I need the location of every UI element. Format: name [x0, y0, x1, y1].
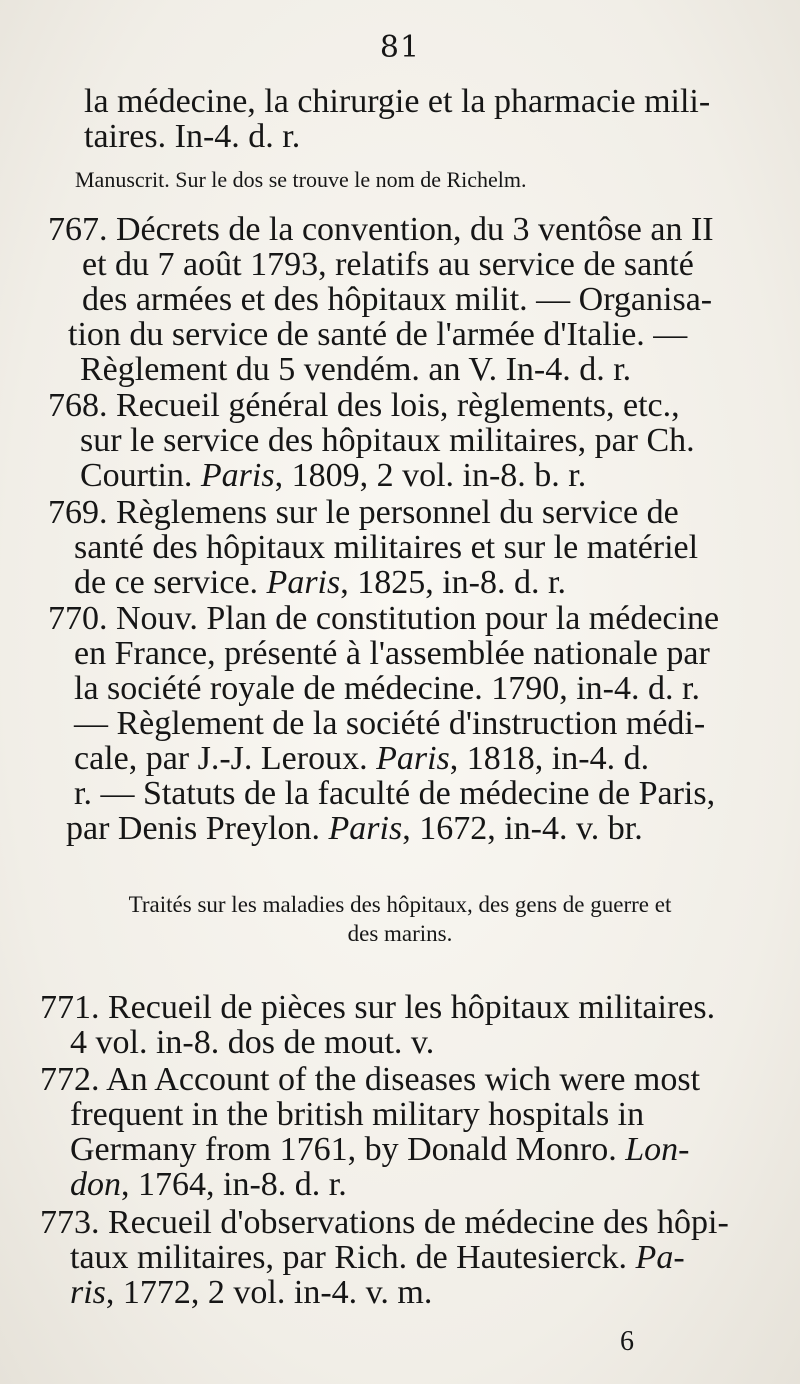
entry-770-line-3: la société royale de médecine. 1790, in-4. d. r. — [74, 670, 700, 707]
entry-767-line-2: et du 7 août 1793, relatifs au service de santé — [82, 246, 694, 283]
entry-767-line-1: 767. Décrets de la convention, du 3 ventôse an II — [48, 211, 714, 248]
entry-772-line-3: Germany from 1761, by Donald Monro. Lon- — [70, 1131, 690, 1168]
entry-769-line-3: de ce service. Paris, 1825, in-8. d. r. — [74, 564, 566, 601]
entry-773-line-3: ris, 1772, 2 vol. in-4. v. m. — [70, 1274, 433, 1311]
signature-mark: 6 — [620, 1326, 634, 1357]
entry-771-line-1: 771. Recueil de pièces sur les hôpitaux militaires. — [40, 989, 716, 1026]
entry-770-line-4: — Règlement de la société d'instruction médi- — [74, 705, 706, 742]
entry-770-line-6: r. — Statuts de la faculté de médecine de Paris, — [74, 775, 716, 812]
section-heading-line-2: des marins. — [347, 921, 453, 946]
entry-770-line-7: par Denis Preylon. Paris, 1672, in-4. v. br. — [66, 810, 643, 847]
entry-768-line-1: 768. Recueil général des lois, règlements, etc., — [48, 387, 680, 424]
entry-770-line-1: 770. Nouv. Plan de constitution pour la médecine — [48, 600, 720, 637]
entry-770-line-5: cale, par J.-J. Leroux. Paris, 1818, in-4. d. — [74, 740, 650, 777]
page-number: 81 — [379, 30, 421, 65]
entry-773-line-1: 773. Recueil d'observations de médecine des hôpi- — [40, 1204, 729, 1241]
entry-767-line-3: des armées et des hôpitaux milit. — Organisa- — [82, 281, 713, 318]
entry-772-line-4: don, 1764, in-8. d. r. — [70, 1166, 347, 1203]
continuation-line-1: la médecine, la chirurgie et la pharmacie mili- — [84, 83, 711, 120]
continuation-line-2: taires. In-4. d. r. — [84, 118, 301, 155]
entry-772-line-2: frequent in the british military hospitals in — [70, 1096, 645, 1133]
entry-772-line-1: 772. An Account of the diseases wich were most — [40, 1061, 701, 1098]
entry-768-line-3: Courtin. Paris, 1809, 2 vol. in-8. b. r. — [80, 457, 587, 494]
entry-767-line-4: tion du service de santé de l'armée d'Italie. — — [68, 316, 688, 353]
entry-770-line-2: en France, présenté à l'assemblée nationale par — [74, 635, 710, 672]
entry-771-line-2: 4 vol. in-8. dos de mout. v. — [70, 1024, 435, 1061]
section-heading-line-1: Traités sur les maladies des hôpitaux, des gens de guerre et — [128, 892, 672, 917]
manuscript-note: Manuscrit. Sur le dos se trouve le nom de Richelm. — [75, 167, 527, 192]
entry-769-line-2: santé des hôpitaux militaires et sur le matériel — [74, 529, 699, 566]
entry-768-line-2: sur le service des hôpitaux militaires, par Ch. — [80, 422, 695, 459]
entry-773-line-2: taux militaires, par Rich. de Hautesierck. Pa- — [70, 1239, 685, 1276]
entry-767-line-5: Règlement du 5 vendém. an V. In-4. d. r. — [80, 351, 632, 388]
entry-769-line-1: 769. Règlemens sur le personnel du service de — [48, 494, 679, 531]
